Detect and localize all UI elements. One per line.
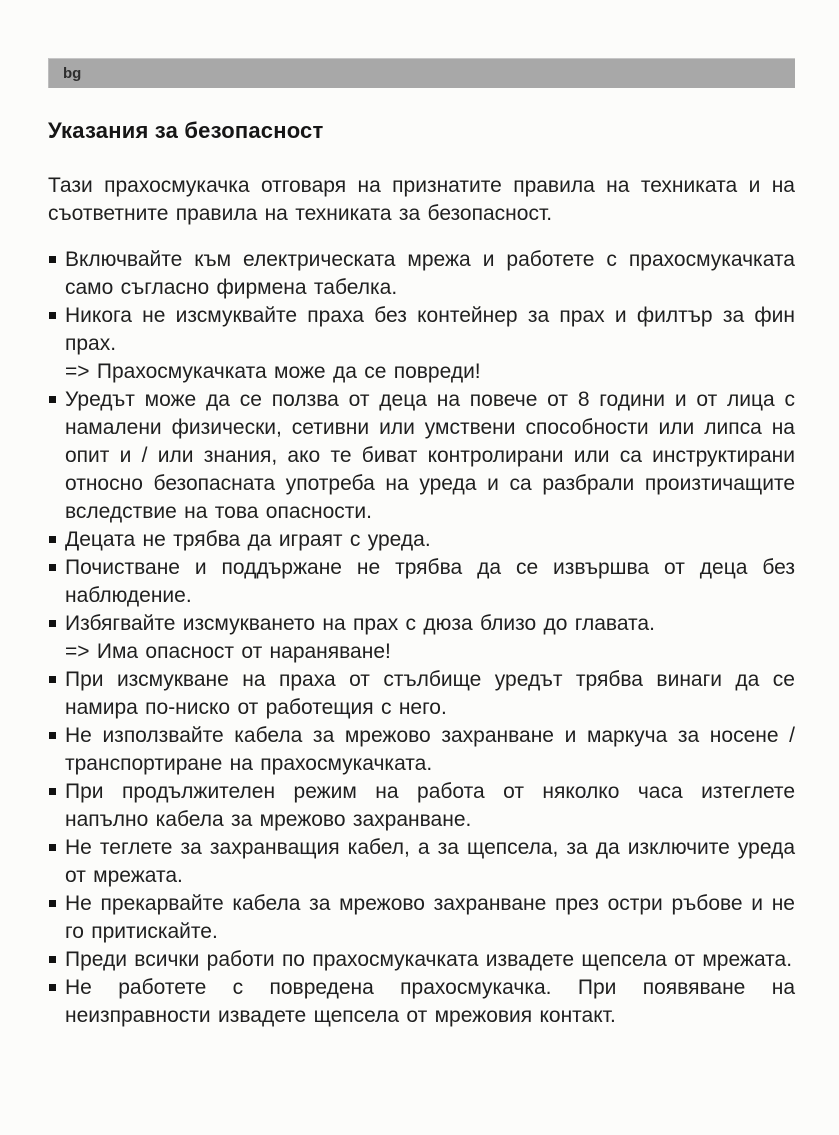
safety-bullet-item — [48, 890, 795, 946]
safety-bullet-item — [48, 974, 795, 1030]
safety-bullet-note: => Прахосмукачката може да се повреди! — [65, 360, 481, 383]
safety-bullet-text: Избягвайте изсмукването на прах с дюза близо до главата. — [65, 612, 655, 635]
safety-bullet-text: Не теглете за захранващия кабел, а за щепсела, за да изключите уреда от мрежата. — [65, 836, 795, 887]
safety-bullet-text: Не използвайте кабела за мрежово захранване и маркуча за носене / транспортиране на прахосмукачката. — [65, 724, 795, 775]
safety-bullet-text: Преди всички работи по прахосмукачката извадете щепсела от мрежата. — [65, 948, 793, 971]
safety-bullet-text: Уредът може да се ползва от деца на повече от 8 години и от лица с намалени физически, сетивни или умствени способности или липса на опит и / или знания, ако те биват контролирани или са инструктирани относно безопасната употреба на уреда и са разбрали произтичащите вследствие на това опасности. — [65, 388, 795, 523]
safety-bullet-item — [48, 946, 795, 974]
safety-bullet-item — [48, 386, 795, 526]
safety-bullet-text: Никога не изсмуквайте праха без контейнер за прах и филтър за фин прах. — [65, 304, 795, 355]
safety-bullet-text: Не работете с повредена прахосмукачка. При появяване на неизправности извадете щепсела от мрежовия контакт. — [65, 976, 795, 1027]
safety-bullet-item — [48, 778, 795, 834]
safety-bullet-text: Не прекарвайте кабела за мрежово захранване през остри ръбове и не го притискайте. — [65, 892, 795, 943]
safety-bullet-item — [48, 834, 795, 890]
safety-bullet-item — [48, 246, 795, 302]
safety-bullet-item — [48, 554, 795, 610]
safety-bullet-item — [48, 302, 795, 386]
intro-paragraph: Тази прахосмукачка отговаря на признатите правила на техниката и на съответните правила на техниката за безопасност. — [48, 174, 795, 225]
safety-bullet-note: => Има опасност от нараняване! — [65, 640, 391, 663]
language-header-bar — [48, 58, 795, 88]
safety-bullet-item — [48, 722, 795, 778]
safety-bullet-text: При изсмукване на праха от стълбище уредът трябва винаги да се намира по-ниско от работещия с него. — [65, 668, 795, 719]
safety-bullet-text: Включвайте към електрическата мрежа и работете с прахосмукачката само съгласно фирмена табелка. — [65, 248, 795, 299]
safety-bullet-text: Децата не трябва да играят с уреда. — [65, 528, 431, 551]
safety-bullet-text: Почистване и поддържане не трябва да се извършва от деца без наблюдение. — [65, 556, 795, 607]
language-code-label: bg — [63, 65, 82, 82]
safety-bullet-item — [48, 526, 795, 554]
safety-bullet-text: При продължителен режим на работа от няколко часа изтеглете напълно кабела за мрежово захранване. — [65, 780, 795, 831]
page-title: Указания за безопасност — [48, 118, 324, 143]
safety-bullet-item — [48, 666, 795, 722]
safety-bullet-list — [48, 246, 795, 1030]
safety-bullet-item — [48, 610, 795, 666]
